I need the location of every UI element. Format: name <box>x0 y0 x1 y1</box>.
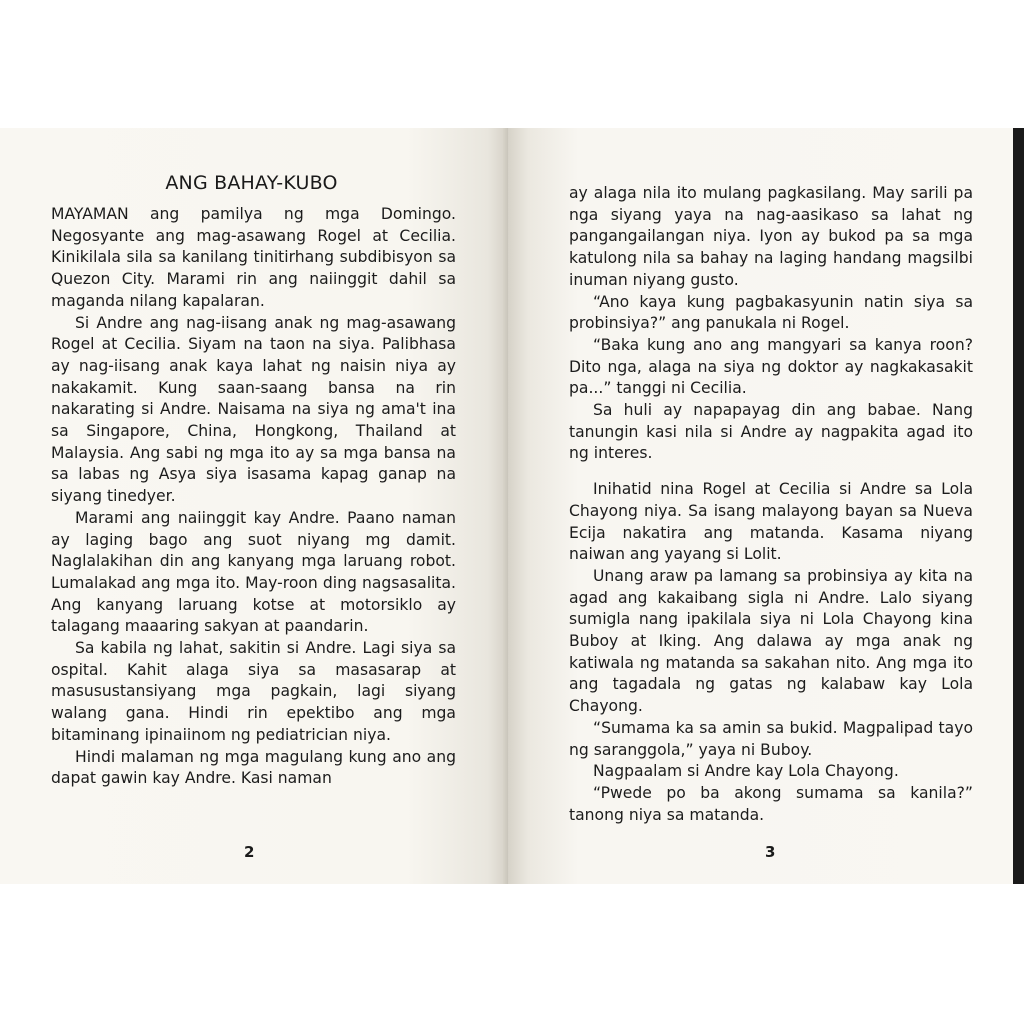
paragraph-5: Hindi malaman ng mga magulang kung ano ang dapat gawin kay Andre. Kasi naman <box>51 747 456 788</box>
page-number-left: 2 <box>244 843 255 861</box>
paragraph-4: Sa kabila ng lahat, sakitin si Andre. Lagi siya sa ospital. Kahit alaga siya sa masasarap at masusustansiyang mga pagkain, lagi siyang walang gana. Hindi rin epektibo ang mga bitaminang ipinaiinom ng pediatrician niya. <box>51 639 456 744</box>
paragraph-1: MAYAMAN ang pamilya ng mga Domingo. Negosyante ang mag-asawang Rogel at Cecilia. Kinikilala sila sa kanilang tinitirhang subdibisyon sa Quezon City. Marami rin ang naiinggit dahil sa maganda nilang kapalaran. <box>51 205 456 310</box>
open-book <box>0 128 1024 884</box>
left-page <box>0 128 508 884</box>
paragraph-8: “Baka kung ano ang mangyari sa kanya roon? Dito nga, alaga na siya ng doktor ay nagkakasakit pa...” tanggi ni Cecilia. <box>569 335 973 398</box>
paragraph-9: Sa huli ay napapayag din ang babae. Nang tanungin kasi nila si Andre ay nagpakita agad ito ng interes. <box>569 401 973 463</box>
story-title: ANG BAHAY-KUBO <box>165 172 338 194</box>
paragraph-13: Nagpaalam si Andre kay Lola Chayong. <box>593 762 899 781</box>
paragraph-3: Marami ang naiinggit kay Andre. Paano naman ay laging bago ang suot niyang mg damit. Naglalakihan din ang kanyang mga laruang robot. Lumalakad ang mga ito. May-roon ding nagsasalita. Ang kanyang laruang kotse at motorsiklo ay talagang maaaring sakyan at paandarin. <box>51 508 456 636</box>
section-gap <box>569 465 973 479</box>
paragraph-11: Unang araw pa lamang sa probinsiya ay kita na agad ang kakaibang sigla ni Andre. Lalo siyang sumigla nang ipakilala siya ni Lola Chayong kina Buboy at Iking. Ang dalawa ay mga anak ng katiwala ng matanda sa sakahan nito. Ang mga ito ang tagadala ng gatas ng kalabaw kay Lola Chayong. <box>569 566 973 716</box>
left-page-text <box>51 204 456 790</box>
paragraph-6: ay alaga nila ito mulang pagkasilang. May sarili pa nga siyang yaya na nag-aasikaso sa lahat ng pangangailangan niya. Iyon ay bukod pa sa mga katulong nila sa bahay na laging handang magsilbi inuman niyang gusto. <box>569 184 973 289</box>
page-number-right: 3 <box>765 843 776 861</box>
paragraph-10: Inihatid nina Rogel at Cecilia si Andre sa Lola Chayong niya. Sa isang malayong bayan sa Nueva Ecija nakatira ang matanda. Kasama niyang naiwan ang yayang si Lolit. <box>569 480 973 564</box>
paragraph-12: “Sumama ka sa amin sa bukid. Magpalipad tayo ng saranggola,” yaya ni Buboy. <box>569 718 973 759</box>
scan-edge-shadow <box>1013 128 1024 884</box>
paragraph-7: “Ano kaya kung pagbakasyunin natin siya sa probinsiya?” ang panukala ni Rogel. <box>569 292 973 333</box>
paragraph-2: Si Andre ang nag-iisang anak ng mag-asawang Rogel at Cecilia. Siyam na taon na siya. Palibhasa ay nag-iisang anak kaya lahat ng naisin niya ay nakakamit. Kung saan-saang bansa na rin nakarating si Andre. Naisama na siya ng ama't ina sa Singapore, China, Hongkong, Thailand at Malaysia. Ang sabi ng mga ito ay sa mga bansa na sa labas ng Asya siya isasama kapag ganap na siyang tinedyer. <box>51 313 456 506</box>
paragraph-14: “Pwede po ba akong sumama sa kanila?” tanong niya sa matanda. <box>569 783 973 824</box>
right-page-text <box>569 183 973 826</box>
